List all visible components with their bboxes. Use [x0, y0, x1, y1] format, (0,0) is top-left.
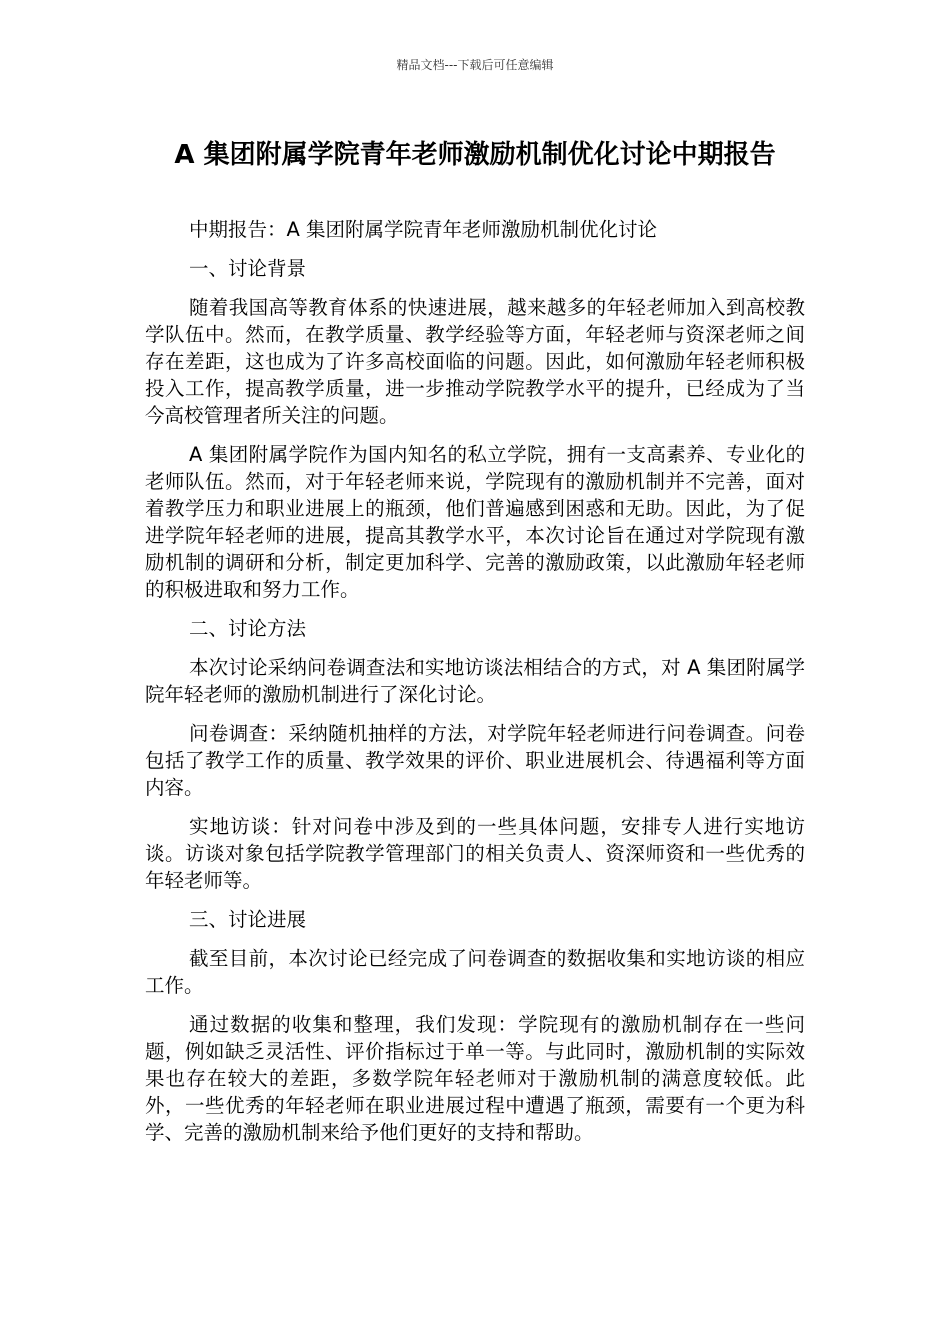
- header-note: 精品文档---下载后可任意编辑: [396, 58, 554, 72]
- paragraph-background-2: A 集团附属学院作为国内知名的私立学院，拥有一支高素养、专业化的老师队伍。然而，对于年轻老师来说，学院现有的激励机制并不完善，面对着教学压力和职业进展上的瓶颈，他们普遍感到困惑和无助。因此，为了促进学院年轻老师的进展，提高其教学水平，本次讨论旨在通过对学院现有激励机制的调研和分析，制定更加科学、完善的激励政策，以此激励年轻老师的积极进取和努力工作。: [145, 443, 805, 601]
- report-subtitle: 中期报告：A 集团附属学院青年老师激励机制优化讨论: [189, 218, 658, 241]
- paragraph-interview: 实地访谈：针对问卷中涉及到的一些具体问题，安排专人进行实地访谈。访谈对象包括学院教学管理部门的相关负责人、资深师资和一些优秀的年轻老师等。: [145, 815, 805, 892]
- paragraph-progress-1: 截至目前，本次讨论已经完成了问卷调查的数据收集和实地访谈的相应工作。: [145, 947, 805, 997]
- paragraph-background-1: 随着我国高等教育体系的快速进展，越来越多的年轻老师加入到高校教学队伍中。然而，在教学质量、教学经验等方面，年轻老师与资深老师之间存在差距，这也成为了许多高校面临的问题。因此，如何激励年轻老师积极投入工作，提高教学质量，进一步推动学院教学水平的提升，已经成为了当今高校管理者所关注的问题。: [145, 296, 805, 427]
- paragraph-questionnaire: 问卷调查：采纳随机抽样的方法，对学院年轻老师进行问卷调查。问卷包括了教学工作的质量、教学效果的评价、职业进展机会、待遇福利等方面内容。: [145, 722, 805, 799]
- document-title: A 集团附属学院青年老师激励机制优化讨论中期报告: [174, 140, 776, 170]
- document-body: [145, 216, 805, 1158]
- section-heading-method: 二、讨论方法: [189, 617, 307, 640]
- section-heading-background: 一、讨论背景: [189, 257, 307, 280]
- section-heading-progress: 三、讨论进展: [189, 908, 307, 931]
- paragraph-progress-2: 通过数据的收集和整理，我们发现：学院现有的激励机制存在一些问题，例如缺乏灵活性、评价指标过于单一等。与此同时，激励机制的实际效果也存在较大的差距，多数学院年轻老师对于激励机制的满意度较低。此外，一些优秀的年轻老师在职业进展过程中遭遇了瓶颈，需要有一个更为科学、完善的激励机制来给予他们更好的支持和帮助。: [145, 1013, 805, 1144]
- paragraph-method-1: 本次讨论采纳问卷调查法和实地访谈法相结合的方式，对 A 集团附属学院年轻老师的激励机制进行了深化讨论。: [145, 656, 805, 706]
